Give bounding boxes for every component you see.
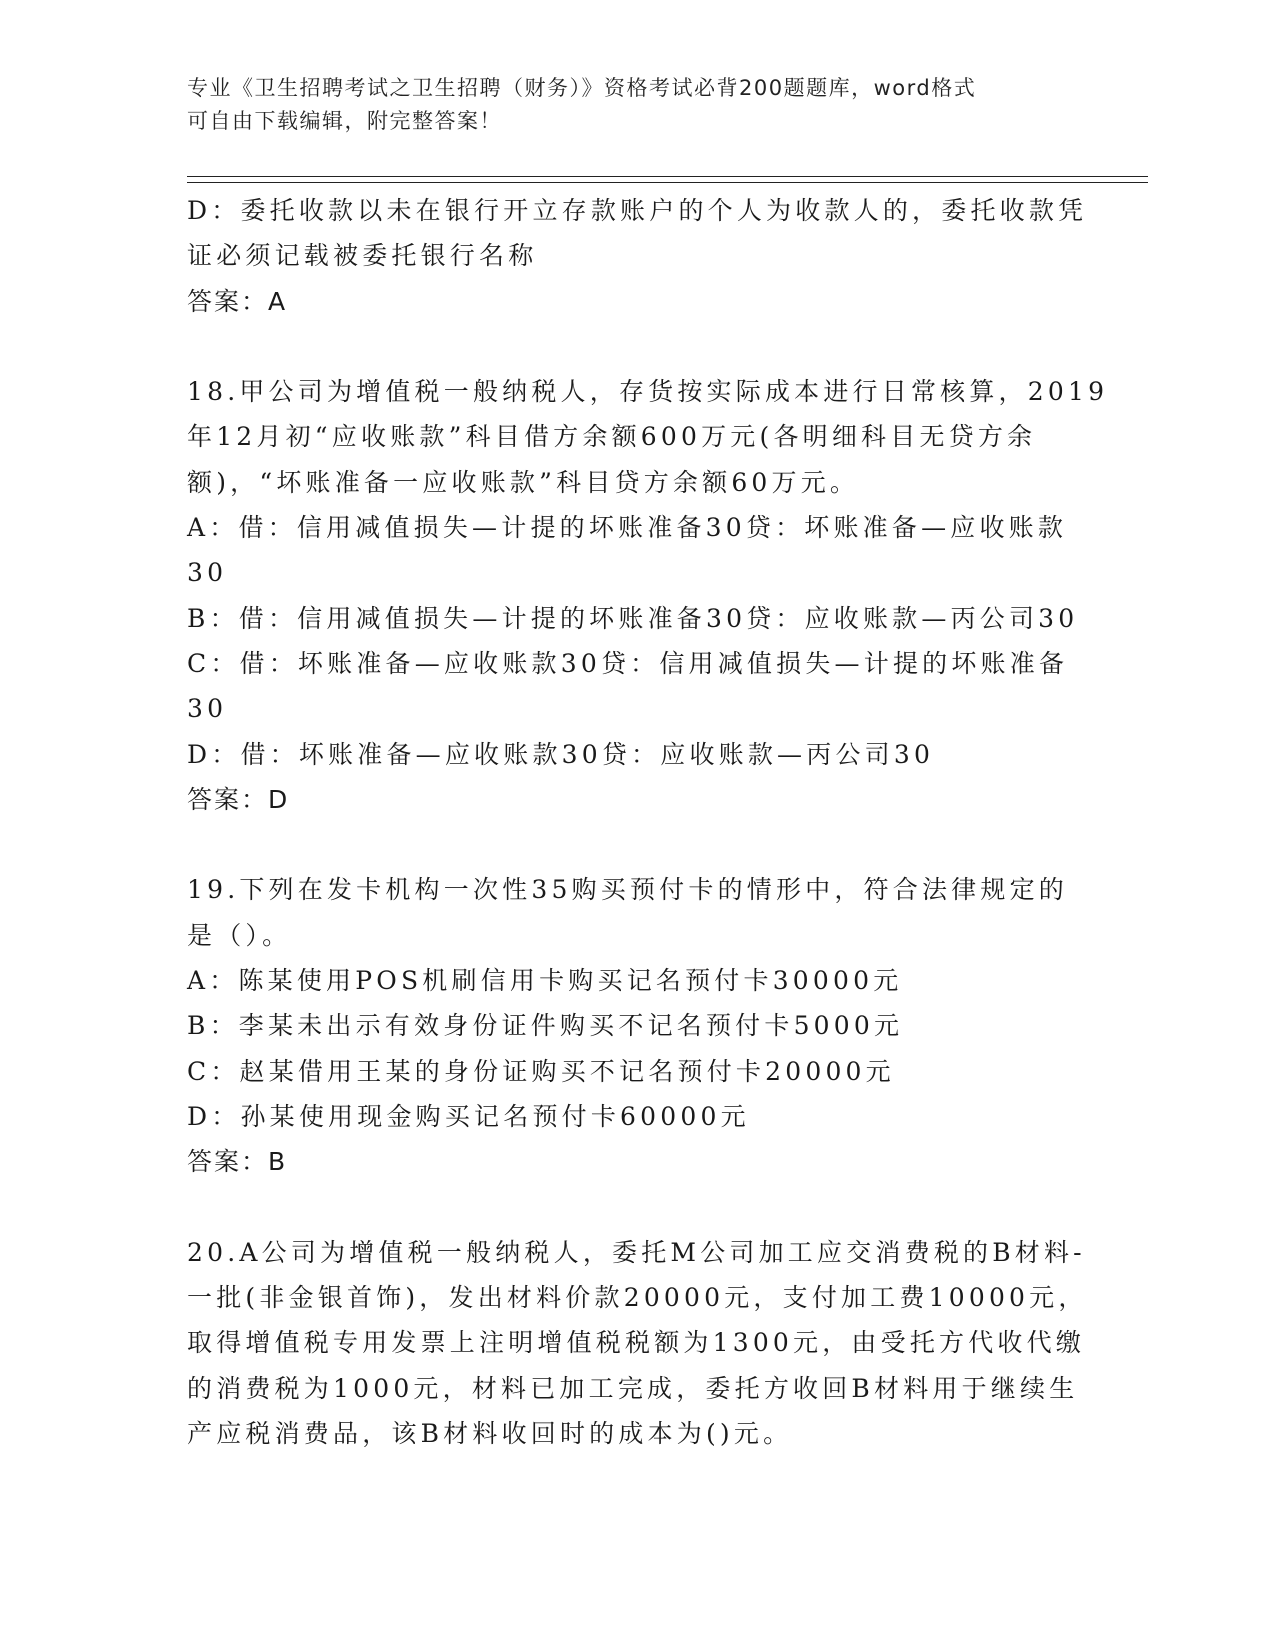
question-stem-line-2: 是（）。	[187, 920, 292, 950]
question-stem-line-1: 19.下列在发卡机构一次性35购买预付卡的情形中，符合法律规定的	[187, 875, 1068, 905]
option-d-line-1: D：委托收款以未在银行开立存款账户的个人为收款人的，委托收款凭	[187, 196, 1088, 225]
answer: 答案：B	[187, 1147, 288, 1177]
question-stem-line-1: 18.甲公司为增值税一般纳税人，存货按实际成本进行日常核算，2019	[187, 377, 1109, 407]
answer: 答案：D	[187, 784, 290, 814]
option-c-line-1: C：借：坏账准备—应收账款30贷：信用减值损失—计提的坏账准备	[187, 648, 1069, 678]
option-c-line-2: 30	[187, 694, 228, 724]
answer: 答案：A	[187, 286, 288, 316]
spacer	[187, 822, 1087, 867]
question-17	[187, 188, 1087, 324]
header-title-line-1: 专业《卫生招聘考试之卫生招聘（财务）》资格考试必背200题题库，word格式	[187, 76, 977, 100]
option-a: A：陈某使用POS机刷信用卡购买记名预付卡30000元	[187, 966, 903, 996]
option-b: B：李某未出示有效身份证件购买不记名预付卡5000元	[187, 1011, 904, 1041]
document-body	[187, 188, 1109, 1456]
option-a-line-2: 30	[187, 558, 228, 588]
question-19	[187, 867, 1087, 1184]
page-header	[187, 72, 1067, 138]
header-divider	[187, 176, 1148, 183]
option-a-line-1: A：借：信用减值损失—计提的坏账准备30贷：坏账准备—应收账款	[187, 513, 1068, 543]
question-stem-line-2: 一批(非金银首饰)，发出材料价款20000元，支付加工费10000元，	[187, 1283, 1088, 1313]
header-title-line-2: 可自由下载编辑，附完整答案！	[187, 109, 502, 133]
spacer	[187, 1185, 1087, 1230]
question-stem-line-1: 20.A公司为增值税一般纳税人，委托M公司加工应交消费税的B材料-	[187, 1237, 1086, 1267]
question-stem-line-3: 额)，“坏账准备一应收账款”科目贷方余额60万元。	[187, 467, 860, 497]
option-c: C：赵某借用王某的身份证购买不记名预付卡20000元	[187, 1056, 895, 1086]
question-stem-line-2: 年12月初“应收账款”科目借方余额600万元(各明细科目无贷方余	[187, 422, 1037, 452]
option-d: D：孙某使用现金购买记名预付卡60000元	[187, 1101, 750, 1131]
option-d: D：借：坏账准备—应收账款30贷：应收账款—丙公司30	[187, 739, 935, 769]
question-stem-line-3: 取得增值税专用发票上注明增值税税额为1300元，由受托方代收代缴	[187, 1328, 1086, 1358]
question-18	[187, 369, 1109, 822]
option-b: B：借：信用减值损失—计提的坏账准备30贷：应收账款—丙公司30	[187, 603, 1079, 633]
spacer	[187, 324, 1087, 369]
question-stem-line-4: 的消费税为1000元，材料已加工完成，委托方收回B材料用于继续生	[187, 1373, 1079, 1403]
question-stem-line-5: 产应税消费品，该B材料收回时的成本为()元。	[187, 1419, 793, 1449]
option-d-line-2: 证必须记载被委托银行名称	[187, 241, 538, 271]
question-20	[187, 1230, 1087, 1456]
